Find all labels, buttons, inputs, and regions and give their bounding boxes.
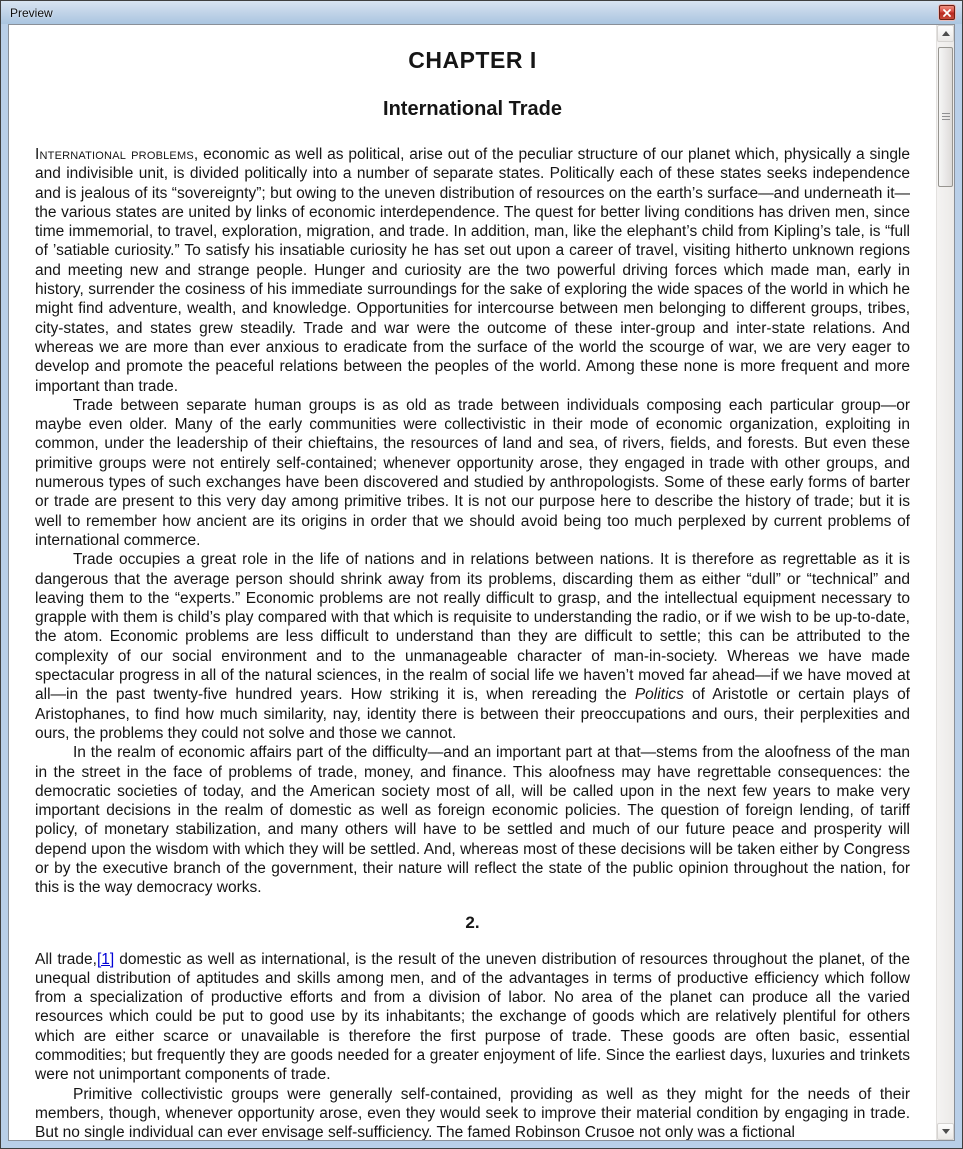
paragraph-3 <box>35 550 910 743</box>
section-heading: 2. <box>465 912 480 932</box>
footnote-1-link[interactable]: [1] <box>96 950 115 968</box>
paragraph-5 <box>35 950 910 1085</box>
scroll-up-button[interactable] <box>937 25 954 42</box>
paragraph-6: Primitive collectivistic groups were generally self-contained, providing as well as they might for the needs of their members, though, whenever opportunity arose, even they would seek to improve their material condition by engaging in trade. But no single individual can ever envisage self-sufficiency. The famed Robinson Crusoe not only was a fictional <box>35 1085 910 1140</box>
scroll-down-arrow-icon <box>942 1129 950 1134</box>
body-text <box>35 145 910 1140</box>
scroll-down-button[interactable] <box>937 1123 954 1140</box>
paragraph-5-part-b: domestic as well as international, is the result of the uneven distribution of resources throughout the planet, of the unequal distribution of aptitudes and skills among men, and of the advantages in terms of productive efficiency which follow from a specialization of productive efforts and from a division of labor. No area of the planet can produce all the varied resources which could be put to good use by its inhabitants; the exchange of goods which are relatively plentiful for others which are either scarce or unavailable is therefore the first purpose of trade. These goods are often basic, essential commodities; but frequently they are goods needed for a greater enjoyment of life. Since the earliest days, luxuries and trinkets were not unimportant components of trade. <box>35 950 910 1084</box>
paragraph-5-part-a: All trade, <box>35 950 97 968</box>
paragraph-1-smallcaps-lead: International problems <box>35 146 194 163</box>
paragraph-1 <box>35 145 910 396</box>
close-icon <box>943 9 951 17</box>
paragraph-2: Trade between separate human groups is as old as trade between individuals composing each particular group—or maybe even older. Many of the early communities were collectivistic in their mode of economic organization, exploiting in common, under the leadership of their chieftains, the resources of land and sea, of rivers, fields, and forests. But even these primitive groups were not entirely self-contained; whenever opportunity arose, they engaged in trade with other groups, and numerous types of such exchanges have been discovered and studied by anthropologists. Some of these early forms of barter or trade are present to this very day among primitive tribes. It is not our purpose here to describe the history of trade; but it is well to remember how ancient are its origins in order that we should avoid being too much perplexed by current problems of international commerce. <box>35 396 910 549</box>
scroll-up-arrow-icon <box>942 31 950 36</box>
paragraph-3-italic-title: Politics <box>634 686 684 704</box>
window-title: Preview <box>10 5 53 20</box>
scrollbar-grip-icon <box>942 113 950 121</box>
document-panel <box>8 24 955 1141</box>
chapter-title: International Trade <box>383 98 562 120</box>
paragraph-1-body: , economic as well as political, arise out of the peculiar structure of our planet which, physically a single and indivisible unit, is divided politically into a number of separate states. Politically each of these states seeks independence and is jealous of its “sovereignty”; but owing to the uneven distribution of resources on the earth’s surface—and underneath it—the various states are united by links of economic interdependence. The quest for better living conditions has driven men, since time immemorial, to travel, exploration, migration, and trade. In addition, man, like the elephant’s child from Kipling’s tale, is “full of ’satiable curiosity.” To satisfy his insatiable curiosity he has set out upon a career of travel, visiting hitherto unknown regions and meeting new and strange people. Hunger and curiosity are the two powerful driving forces which made man, early in history, surrender the cosiness of his immediate surroundings for the sake of exploring the wide spaces of the world in which he might find adventure, wealth, and knowledge. Opportunities for intercourse between men belonging to different groups, tribes, city-states, and states grew steadily. Trade and war were the outcome of these inter-group and inter-state relations. And whereas we are more than ever anxious to eradicate from the surface of the world the scourge of war, we are very eager to develop and promote the peaceful relations between the peoples of the world. Among these none is more frequent and more important than trade. <box>35 146 910 395</box>
chapter-heading: CHAPTER I <box>408 47 537 73</box>
document-page <box>9 25 936 1140</box>
vertical-scrollbar[interactable] <box>936 25 954 1140</box>
paragraph-3-part-b: of Aristotle or certain plays of Aristophanes, to find how much similarity, nay, identity there is between their preoccupations and ours, their perplexities and ours, the problems they could not solve and those we cannot. <box>35 686 910 742</box>
close-button[interactable] <box>939 5 955 20</box>
paragraph-4: In the realm of economic affairs part of the difficulty—and an important part at that—stems from the aloofness of the man in the street in the face of problems of trade, money, and finance. This aloofness may have regrettable consequences: the democratic societies of today, and the American society most of all, will be called upon in the next few years to make very important decisions in the realm of domestic as well as foreign economic policies. The question of foreign lending, of tariff policy, of monetary stabilization, and many others will have to be settled and much of our future peace and prosperity will depend upon the wisdom with which they will be settled. And, whereas most of these decisions will be taken either by Congress or by the executive branch of the government, their nature will reflect the state of the public opinion throughout the nation, for this is the way democracy works. <box>35 744 910 897</box>
scrollbar-thumb[interactable] <box>938 47 953 187</box>
title-bar[interactable] <box>1 1 962 24</box>
paragraph-3-part-a: Trade occupies a great role in the life of nations and in relations between nations. It is therefore as regrettable as it is dangerous that the average person should shrink away from its problems, discarding them as either “dull” or “technical” and leaving them to the “experts.” Economic problems are not really difficult to grasp, and the intellectual equipment necessary to grapple with them is child’s play compared with that which is requisite to understanding the radio, or if we wish to be up-to-date, the atom. Economic problems are less difficult to understand than they are difficult to settle; this can be attributed to the complexity of our social environment and to the unmanageable character of man-in-society. Whereas we have made spectacular progress in all of the natural sciences, in the realm of social life we haven’t moved far ahead—if we have moved at all—in the past twenty-five hundred years. How striking it is, when rereading the <box>35 551 910 704</box>
